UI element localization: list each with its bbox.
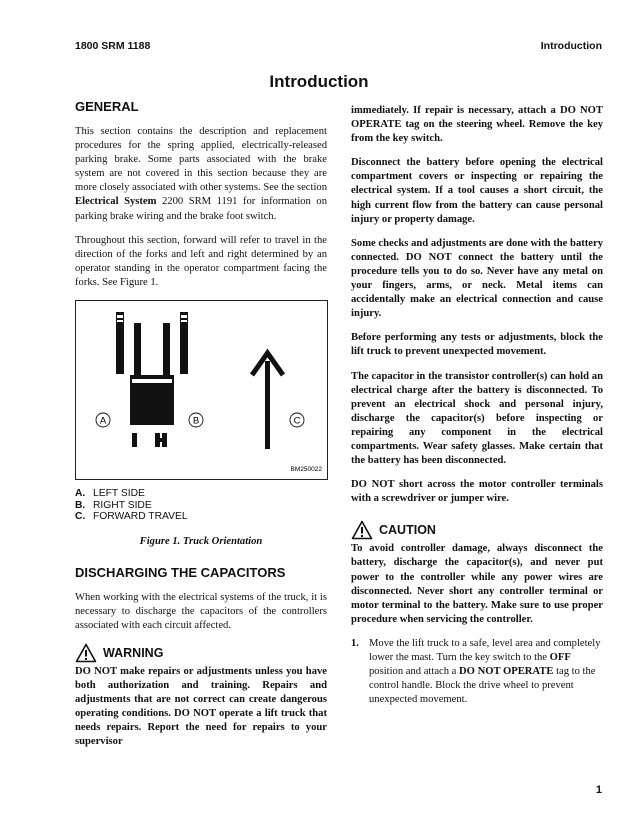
legend-item: A. LEFT SIDE xyxy=(75,488,145,500)
marker-b xyxy=(189,413,203,427)
step-item: 1. Move the lift truck to a safe, level area and completely lower the mast. Turn the key switch to the OFF position and attach a DO NOT OPERATE tag to the control handle. Block the drive wheel to prevent unexpected movement. xyxy=(351,637,601,706)
general-paragraph-2: Throughout this section, forward will refer to travel in the direction of the forks and left and right determined by an operator standing in the operator compartment facing the forks. See Figure 1. xyxy=(75,234,327,288)
mast-rail-left xyxy=(134,323,141,375)
figure-caption: Figure 1. Truck Orientation xyxy=(139,535,263,547)
page-title: Introduction xyxy=(269,72,369,91)
svg-text:C: C xyxy=(293,415,301,427)
figure-legend xyxy=(75,488,327,523)
page-number: 1 xyxy=(595,784,602,796)
left-wheel xyxy=(132,433,137,447)
drive-wheel-right xyxy=(162,433,167,447)
running-header-left: 1800 SRM 1188 xyxy=(75,40,151,52)
warning-paragraph: DO NOT short across the motor controller terminals with a screwdriver or jumper wire. xyxy=(351,479,603,505)
general-paragraph-1: This section contains the description and replacement procedures for the spring applied, electrically-released parking brake. Some parts associated with the brake system are not covered in this section because they are more closely associated with other systems. See the section Electrical System 2200 SRM 1191 for information on parking brake wiring and the brake foot switch. xyxy=(75,126,327,222)
caution-title-row xyxy=(351,520,603,540)
left-column xyxy=(75,99,327,749)
capacitors-paragraph: When working with the electrical systems of the truck, it is necessary to discharge the capacitors of the controllers associated with each circuit affected. xyxy=(75,591,327,631)
marker-c xyxy=(290,413,304,427)
running-header-right: Introduction xyxy=(540,40,602,52)
truck-diagram xyxy=(76,301,327,479)
legend-item: C. FORWARD TRAVEL xyxy=(75,511,188,523)
warning-text-continued: immediately. If repair is necessary, attach a DO NOT OPERATE tag on the steering wheel. Remove the key from the key switch. xyxy=(351,105,603,145)
warning-paragraph: Some checks and adjustments are done with the battery connected. DO NOT connect the battery until the procedure tells you to do so. Never have any metal on your fingers, arms, or neck. Metal items can accidentally make an electrical connection and cause injury. xyxy=(351,237,603,320)
legend-item: B. RIGHT SIDE xyxy=(75,499,152,511)
warning-triangle-icon xyxy=(75,643,97,663)
warning-title: WARNING xyxy=(103,645,164,660)
warning-paragraph: Before performing any tests or adjustments, block the lift truck to prevent unexpected movement. xyxy=(351,332,603,358)
svg-text:B: B xyxy=(192,415,200,427)
caution-triangle-icon xyxy=(351,520,373,540)
forward-arrow-shaft xyxy=(265,361,270,449)
marker-a xyxy=(96,413,110,427)
warning-paragraph: The capacitor in the transistor controller(s) can hold an electrical charge after the battery is disconnected. To prevent an electrical shock and personal injury, discharge the capacitor(s) before inspecting or repairing any component in the electrical compartments. Wear safety glasses. Make certain that the battery has been disconnected. xyxy=(351,370,603,467)
truck-orientation-figure xyxy=(75,300,328,480)
drive-wheel-left xyxy=(155,433,160,447)
general-heading: GENERAL xyxy=(75,99,139,114)
right-column xyxy=(351,104,603,707)
capacitors-heading: DISCHARGING THE CAPACITORS xyxy=(75,564,286,580)
caution-title: CAUTION xyxy=(379,523,436,538)
warning-paragraph: Disconnect the battery before opening the electrical compartment covers or inspecting or repairing the electrical system. If a tool causes a short circuit, the high current flow from the battery can cause personal injury or property damage. xyxy=(351,157,603,225)
warning-text: DO NOT make repairs or adjustments unless you have both authorization and training. Repairs and adjustments that are not correct can create dangerous operating conditions. DO NOT operate a lift truck that needs repairs. Report the need for repairs to your supervisor xyxy=(75,665,327,748)
mast-rail-right xyxy=(163,323,170,375)
warning-title-row xyxy=(75,643,327,663)
caution-text: To avoid controller damage, always disconnect the battery, discharge the capacitor(s), and never put power to the controller while any power wires are disconnected. Never short any controller terminal or motor terminal to the battery. Make sure to use proper procedure when servicing the controller. xyxy=(351,543,603,625)
svg-text:A: A xyxy=(99,415,107,427)
figure-code: BM250022 xyxy=(290,466,322,474)
